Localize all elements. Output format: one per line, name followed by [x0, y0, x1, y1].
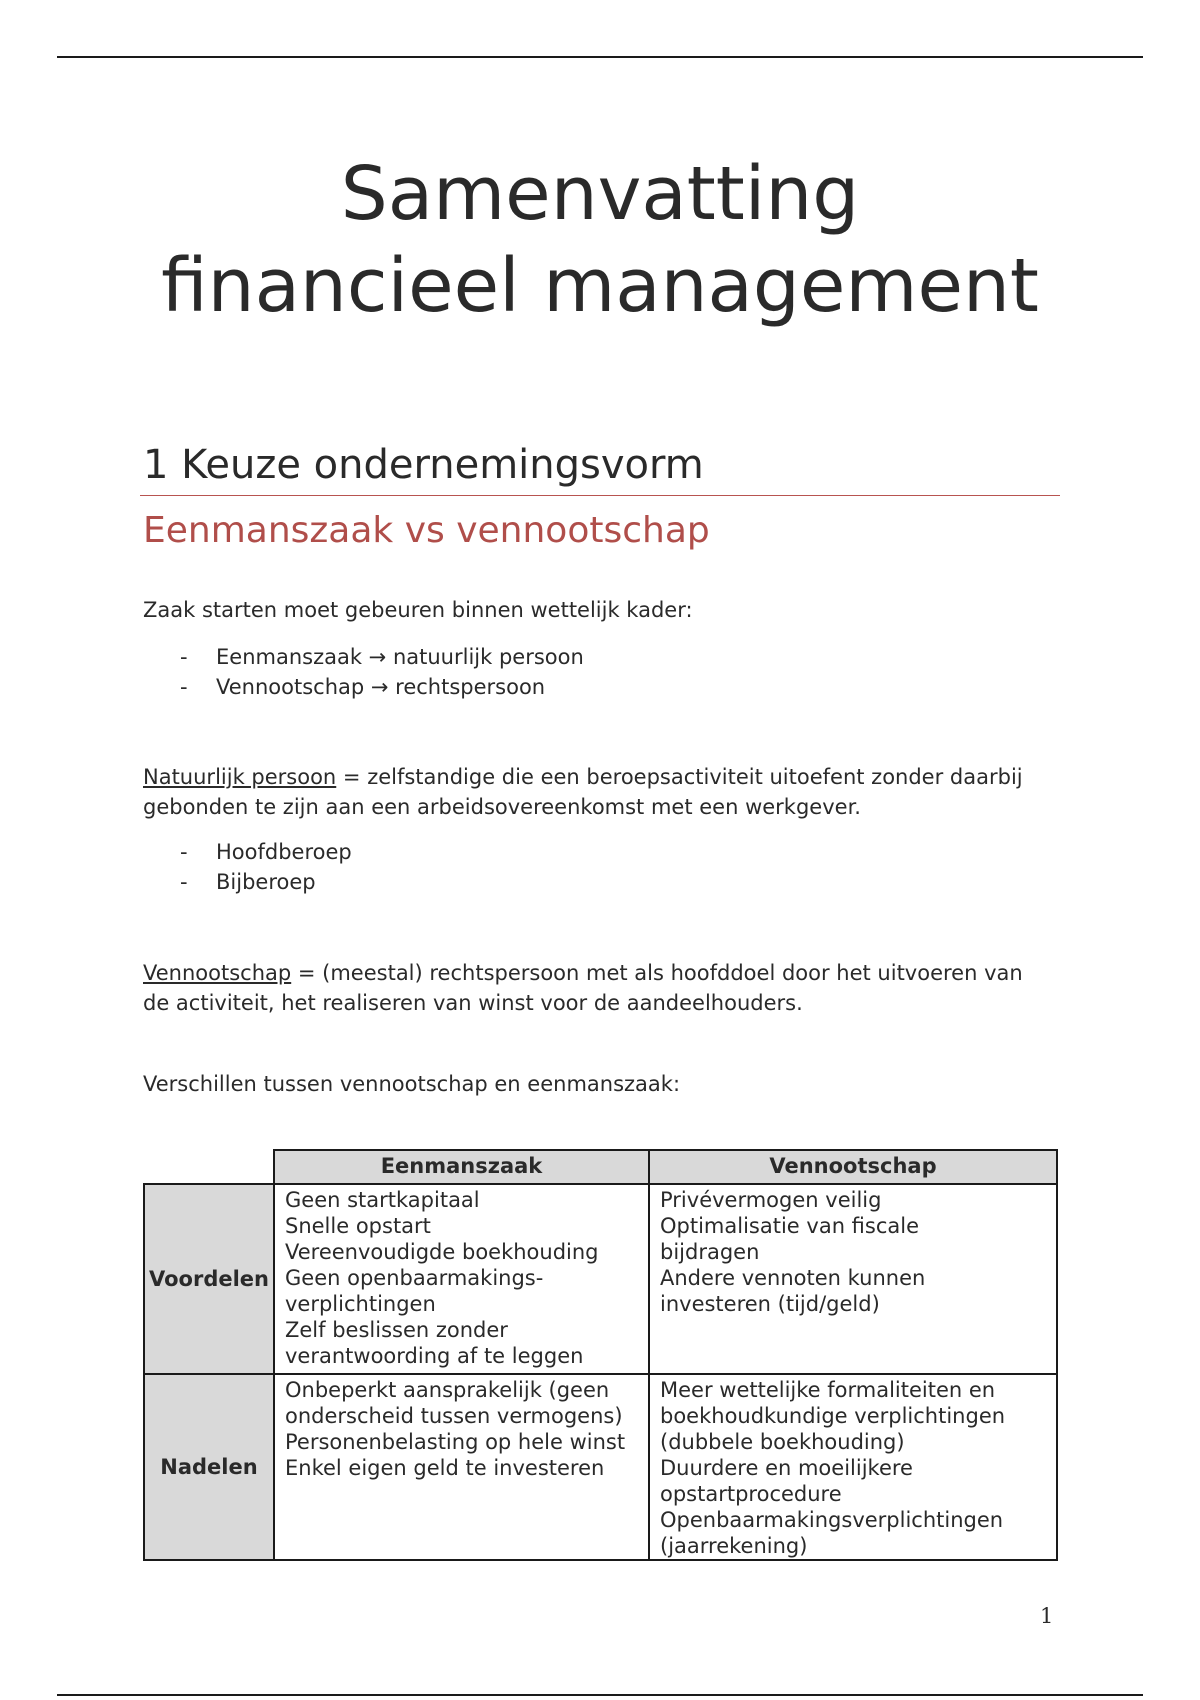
- table-row: [144, 1184, 1057, 1374]
- cell-line: Duurdere en moeilijkere: [660, 1456, 913, 1480]
- list-item: [143, 672, 584, 702]
- table-header-row: [144, 1150, 1057, 1184]
- cell-line: boekhoudkundige verplichtingen: [660, 1404, 1006, 1428]
- definition-term: Vennootschap: [143, 961, 292, 985]
- cell-line: Geen startkapitaal: [285, 1188, 480, 1212]
- list-dash: -: [180, 870, 188, 894]
- definition-text: = zelfstandige die een beroepsactiviteit uitoefent zonder daarbij: [336, 765, 1023, 789]
- beroep-list: [143, 837, 352, 897]
- cell-line: verantwoording af te leggen: [285, 1344, 584, 1368]
- cell-line: (jaarrekening): [660, 1534, 808, 1558]
- cell-line: investeren (tijd/geld): [660, 1292, 880, 1316]
- cell-line: (dubbele boekhouding): [660, 1430, 905, 1454]
- cell-line: Personenbelasting op hele winst: [285, 1430, 626, 1454]
- voordelen-eenmanszaak-cell: [274, 1184, 649, 1374]
- cell-line: Onbeperkt aansprakelijk (geen: [285, 1378, 610, 1402]
- section-heading-rule: [140, 495, 1060, 496]
- column-header-eenmanszaak: Eenmanszaak: [274, 1150, 649, 1184]
- list-item: [143, 867, 352, 897]
- cell-line: Openbaarmakingsverplichtingen: [660, 1508, 1004, 1532]
- nadelen-vennootschap-cell: [649, 1374, 1057, 1560]
- differences-intro: Verschillen tussen vennootschap en eenmanszaak:: [143, 1072, 681, 1096]
- list-item-text: Vennootschap → rechtspersoon: [216, 675, 546, 699]
- cell-line: Meer wettelijke formaliteiten en: [660, 1378, 996, 1402]
- table-row: [144, 1374, 1057, 1560]
- list-item-text: Eenmanszaak → natuurlijk persoon: [216, 645, 584, 669]
- page-number: 1: [1040, 1604, 1054, 1628]
- intro-paragraph: Zaak starten moet gebeuren binnen wettelijk kader:: [143, 598, 693, 622]
- nadelen-eenmanszaak-cell: [274, 1374, 649, 1560]
- list-dash: -: [180, 840, 188, 864]
- cell-line: Vereenvoudigde boekhouding: [285, 1240, 599, 1264]
- subsection-heading: Eenmanszaak vs vennootschap: [143, 510, 710, 551]
- cell-line: Geen openbaarmakings-: [285, 1266, 544, 1290]
- table-corner: [144, 1150, 274, 1184]
- comparison-table: [143, 1149, 1058, 1561]
- list-item-text: Bijberoep: [216, 870, 316, 894]
- cell-line: Privévermogen veilig: [660, 1188, 882, 1212]
- list-item-text: Hoofdberoep: [216, 840, 352, 864]
- definition-text-cont: de activiteit, het realiseren van winst voor de aandeelhouders.: [143, 991, 803, 1015]
- section-heading: 1 Keuze ondernemingsvorm: [143, 442, 704, 488]
- footer-rule: [57, 1694, 1143, 1696]
- cell-line: onderscheid tussen vermogens): [285, 1404, 623, 1428]
- natuurlijk-persoon-definition: [143, 762, 1063, 822]
- definition-text: = (meestal) rechtspersoon met als hoofddoel door het uitvoeren van: [291, 961, 1023, 985]
- cell-line: Zelf beslissen zonder: [285, 1318, 508, 1342]
- list-item: [143, 642, 584, 672]
- forms-list: [143, 642, 584, 702]
- cell-line: verplichtingen: [285, 1292, 436, 1316]
- list-item: [143, 837, 352, 867]
- title-line-2: financieel management: [161, 243, 1039, 329]
- title-line-1: Samenvatting: [340, 151, 860, 237]
- cell-line: opstartprocedure: [660, 1482, 842, 1506]
- list-dash: -: [180, 675, 188, 699]
- cell-line: Snelle opstart: [285, 1214, 431, 1238]
- definition-text-cont: gebonden te zijn aan een arbeidsovereenkomst met een werkgever.: [143, 795, 861, 819]
- column-header-vennootschap: Vennootschap: [649, 1150, 1057, 1184]
- cell-line: Enkel eigen geld te investeren: [285, 1456, 605, 1480]
- document-title: [100, 148, 1100, 332]
- definition-term: Natuurlijk persoon: [143, 765, 337, 789]
- cell-line: Optimalisatie van fiscale: [660, 1214, 920, 1238]
- cell-line: bijdragen: [660, 1240, 760, 1264]
- cell-line: Andere vennoten kunnen: [660, 1266, 926, 1290]
- voordelen-vennootschap-cell: [649, 1184, 1057, 1374]
- row-header-nadelen: Nadelen: [144, 1374, 274, 1560]
- row-header-voordelen: Voordelen: [144, 1184, 274, 1374]
- header-rule: [57, 56, 1143, 58]
- list-dash: -: [180, 645, 188, 669]
- vennootschap-definition: [143, 958, 1063, 1018]
